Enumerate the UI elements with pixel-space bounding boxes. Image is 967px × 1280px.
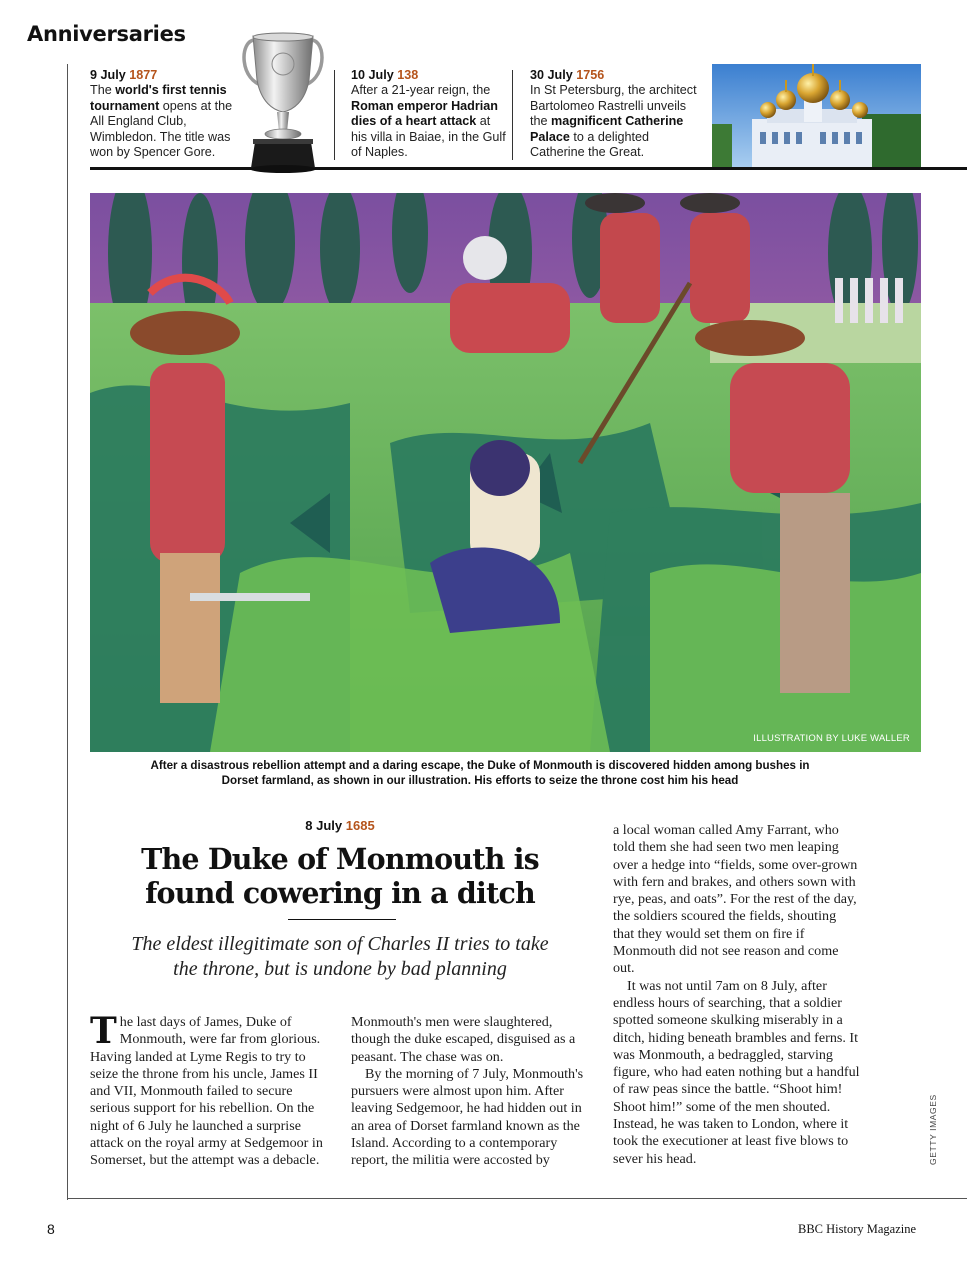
article-standfirst: The eldest illegitimate son of Charles II tries to take the throne, but is undone by bad planning	[131, 933, 549, 980]
event-divider	[334, 70, 335, 160]
event-catherine-palace	[530, 68, 706, 160]
event-highlight: Roman emperor Hadrian dies of a heart attack	[351, 98, 498, 129]
photo-credit: GETTY IMAGES	[928, 1094, 938, 1165]
event-date: 10 July	[351, 68, 394, 82]
event-highlight: world's first tennis tournament	[90, 83, 227, 113]
event-highlight: magnificent Catherine Palace	[530, 114, 684, 144]
paragraph: It was not until 7am on 8 July, after endless hours of searching, that a soldier spotted someone skulking miserably in a ditch, hiding beneath brambles and ferns. It was Monmouth, a bedraggled, starving figure, who had eaten nothing but a handful of raw peas since the battle. “Shoot him! Shoot him!” some of the men shouted. Instead, he was taken to London, where it took the executioner at least five blows to sever his head.	[613, 977, 860, 1167]
illustration-credit: ILLUSTRATION BY LUKE WALLER	[753, 733, 910, 744]
page-bottom-rule	[67, 1198, 967, 1199]
event-year: 1756	[576, 68, 605, 82]
event-text: opens at the All England Club, Wimbledon. The title was won by Spencer Gore.	[90, 98, 233, 160]
paragraph: By the morning of 7 July, Monmouth's pursuers were almost upon him. After leaving Sedgemoor, he had hidden out in an area of Dorset farmland known as the Island. According to a contemporary report, the militia were accosted by	[351, 1065, 584, 1169]
section-title: Anniversaries	[27, 22, 186, 46]
article-column-2	[351, 1014, 595, 1170]
event-text: The	[90, 83, 116, 98]
illustration-caption: After a disastrous rebellion attempt and a daring escape, the Duke of Monmouth is discovered hidden among bushes in Dorset farmland, as shown in our illustration. His efforts to seize the throne cost him his head	[150, 759, 810, 787]
strip-bottom-rule	[90, 167, 967, 170]
event-hadrian	[351, 68, 506, 160]
article-column-3	[613, 822, 860, 1168]
event-date: 30 July	[530, 68, 573, 82]
page-number: 8	[47, 1221, 55, 1237]
event-year: 1877	[129, 68, 158, 82]
event-divider	[512, 70, 513, 160]
catherine-palace-image	[712, 64, 921, 167]
event-wimbledon	[90, 68, 240, 160]
trophy-image	[237, 20, 329, 175]
headline-rule	[288, 919, 396, 920]
drop-cap: T	[90, 1010, 117, 1052]
article-date-year: 1685	[345, 818, 375, 833]
magazine-name: BBC History Magazine	[798, 1222, 917, 1236]
paragraph: Monmouth's men were slaughtered, though the duke escaped, disguised as a peasant. The chase was on.	[351, 1014, 576, 1065]
article-date	[250, 818, 430, 833]
event-text: to a delighted Catherine the Great.	[530, 129, 650, 160]
event-text: at his villa in Baiae, in the Gulf of Naples.	[351, 114, 506, 160]
timeline-left-rule	[67, 64, 68, 1200]
event-date: 9 July	[90, 68, 126, 82]
article-date-day: 8 July	[305, 818, 343, 833]
event-text: In St Petersburg, the architect Bartolomeo Rastrelli unveils the	[530, 83, 697, 129]
paragraph: a local woman called Amy Farrant, who told them she had seen two men leaping over a hedge into “fields, some over-grown with fern and brakes, and others sown with rye, peas, and oats”. For the rest of the day, the soldiers scoured the fields, shouting that they would set them on fire if Monmouth did not see reason and come out.	[613, 822, 858, 977]
paragraph: he last days of James, Duke of Monmouth, were far from glorious. Having landed at Lyme Regis to try to seize the throne from his uncle, James II and VII, Monmouth failed to secure serious support for his rebellion. On the night of 6 July he launched a surprise attack on the royal army at Sedgemoor in Somerset, but the attempt was a debacle.	[90, 1014, 323, 1169]
event-year: 138	[397, 68, 419, 82]
article-column-1	[90, 1010, 332, 1170]
duke-of-monmouth-illustration	[90, 193, 921, 752]
article-headline: The Duke of Monmouth is found cowering in a ditch	[141, 842, 539, 910]
event-text: After a 21-year reign, the	[351, 83, 491, 98]
